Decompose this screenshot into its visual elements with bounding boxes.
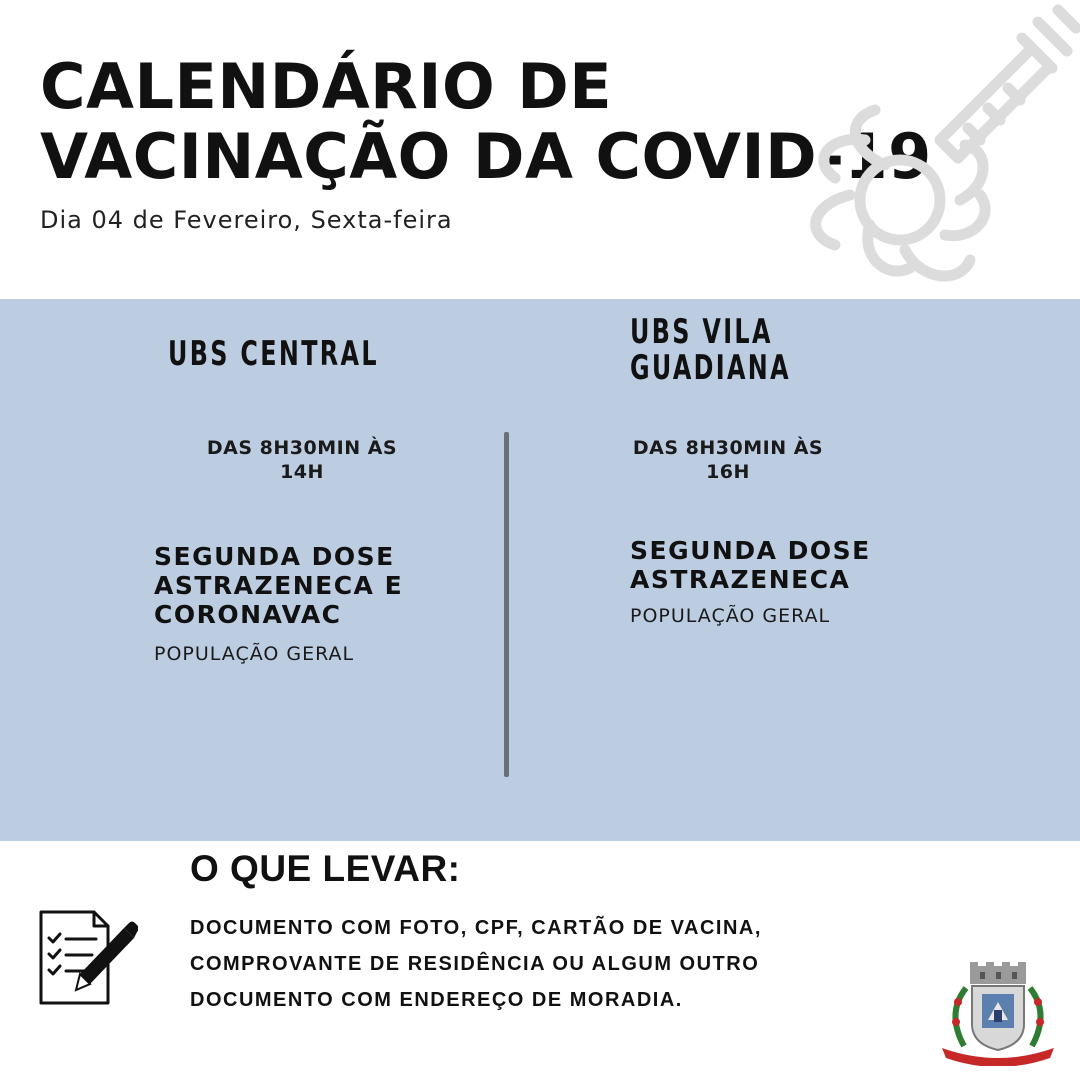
audience-vila-guadiana: POPULAÇÃO GERAL bbox=[630, 605, 831, 627]
bring-line-3: DOCUMENTO COM ENDEREÇO DE MORADIA. bbox=[190, 989, 683, 1011]
audience-central: POPULAÇÃO GERAL bbox=[154, 643, 355, 665]
title-line-1: CALENDÁRIO DE bbox=[40, 50, 613, 123]
unit-name-vila-guadiana bbox=[630, 314, 791, 386]
dose-central bbox=[154, 542, 403, 629]
column-divider bbox=[504, 432, 509, 777]
dose-vila-guadiana bbox=[630, 536, 871, 594]
unit-name-vg-line-2: GUADIANA bbox=[630, 348, 791, 388]
hours-vg-line-2: 16H bbox=[706, 461, 750, 483]
title-line-2: VACINAÇÃO DA COVID-19 bbox=[40, 120, 932, 193]
bring-line-1: DOCUMENTO COM FOTO, CPF, CARTÃO DE VACINA, bbox=[190, 917, 762, 939]
what-to-bring-text bbox=[190, 910, 762, 1018]
unit-name-vg-line-1: UBS VILA bbox=[630, 312, 773, 352]
hours-vg-line-1: DAS 8H30MIN ÀS bbox=[632, 437, 824, 459]
dose-vg-line-1: SEGUNDA DOSE bbox=[630, 536, 871, 565]
checklist-pen-icon bbox=[36, 908, 138, 1008]
bring-line-2: COMPROVANTE DE RESIDÊNCIA OU ALGUM OUTRO bbox=[190, 953, 760, 975]
schedule-panel bbox=[0, 299, 1080, 841]
unit-name-central: UBS CENTRAL bbox=[168, 334, 379, 374]
dose-central-line-1: SEGUNDA DOSE bbox=[154, 542, 395, 571]
dose-central-line-3: CORONAVAC bbox=[154, 600, 342, 629]
dose-central-line-2: ASTRAZENECA E bbox=[154, 571, 404, 600]
hours-central-line-1: DAS 8H30MIN ÀS bbox=[206, 437, 398, 459]
what-to-bring-heading: O QUE LEVAR: bbox=[190, 848, 461, 889]
municipal-crest-icon bbox=[936, 958, 1060, 1066]
hours-central-line-2: 14H bbox=[280, 461, 324, 483]
hours-vila-guadiana bbox=[618, 436, 838, 484]
hours-central bbox=[192, 436, 412, 484]
dose-vg-line-2: ASTRAZENECA bbox=[630, 565, 851, 594]
date-subtitle: Dia 04 de Fevereiro, Sexta-feira bbox=[40, 206, 453, 234]
syringe-virus-icon bbox=[790, 0, 1080, 300]
